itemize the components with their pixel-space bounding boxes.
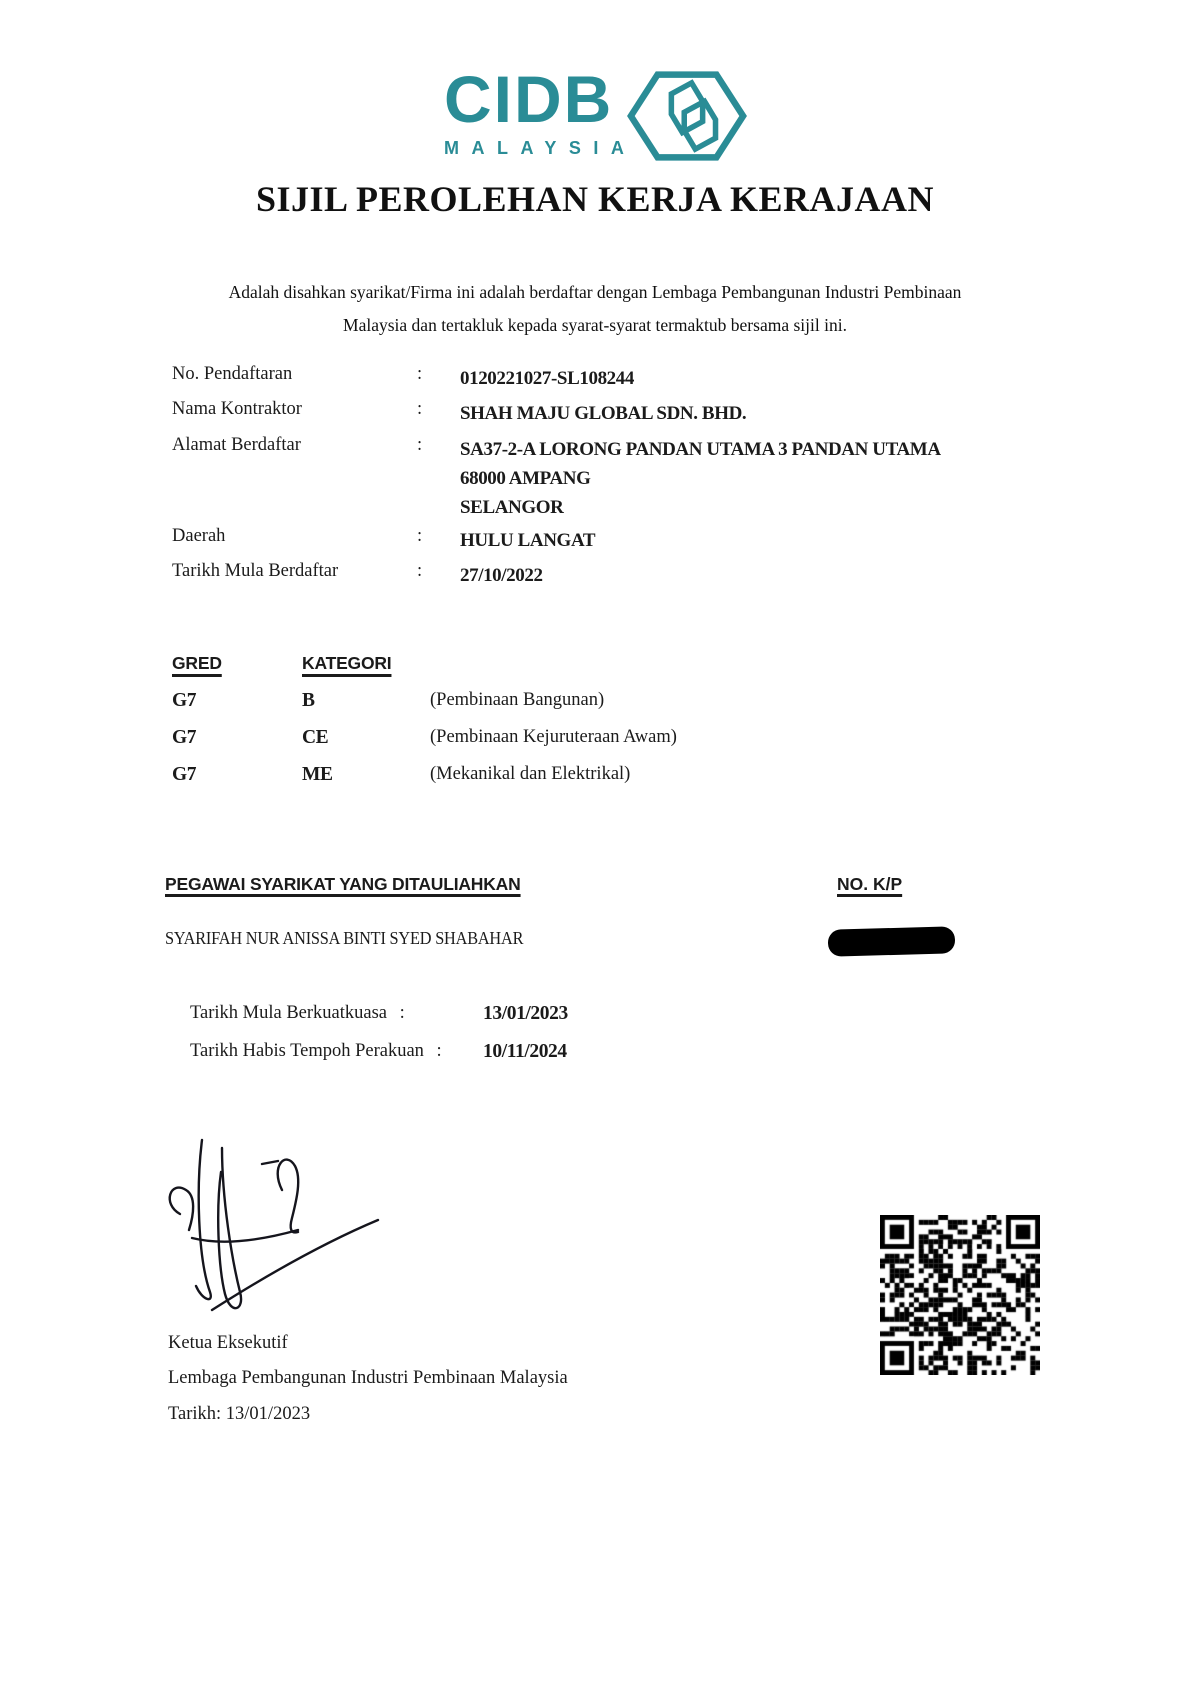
cidb-logo xyxy=(444,62,637,159)
detail-row-registration-start-date xyxy=(172,561,543,590)
colon: : xyxy=(399,1003,405,1023)
cidb-hexagon-icon xyxy=(626,70,748,162)
address-line-3: SELANGOR xyxy=(460,497,564,518)
organization-name: Lembaga Pembangunan Industri Pembinaan Malaysia xyxy=(168,1368,568,1388)
intro-line-1: Adalah disahkan syarikat/Firma ini adalah berdaftar dengan Lembaga Pembangunan Industri Pembinaan xyxy=(228,282,962,302)
effective-date-value: 13/01/2023 xyxy=(483,1003,568,1024)
category-description: (Mekanikal dan Elektrikal) xyxy=(430,764,631,784)
cidb-brand-text: CIDB xyxy=(444,62,614,136)
intro-paragraph xyxy=(95,276,1095,342)
registration-number-value: 0120221027-SL108244 xyxy=(460,368,634,389)
detail-label: No. Pendaftaran xyxy=(172,364,293,384)
effective-date-row xyxy=(190,1003,568,1024)
detail-label: Alamat Berdaftar xyxy=(172,435,301,455)
cidb-country-text: MALAYSIA xyxy=(444,138,637,158)
expiry-date-row xyxy=(190,1041,567,1062)
ic-number-header: NO. K/P xyxy=(837,874,903,894)
detail-label: Daerah xyxy=(172,526,226,546)
cidb-logo-text xyxy=(444,62,637,159)
expiry-date-label: Tarikh Habis Tempoh Perakuan xyxy=(190,1041,429,1061)
contractor-name-value: SHAH MAJU GLOBAL SDN. BHD. xyxy=(460,403,747,424)
grade-value: G7 xyxy=(172,764,197,785)
grade-value: G7 xyxy=(172,727,197,748)
detail-colon: : xyxy=(417,364,423,384)
detail-row-contractor-name xyxy=(172,399,746,428)
grade-value: G7 xyxy=(172,690,197,711)
district-value: HULU LANGAT xyxy=(460,530,596,551)
qr-code xyxy=(880,1215,1040,1375)
intro-line-2: Malaysia dan tertakluk kepada syarat-syarat termaktub bersama sijil ini. xyxy=(343,315,847,335)
signature-image xyxy=(150,1072,390,1322)
category-code: B xyxy=(302,690,315,711)
detail-row-registration-number xyxy=(172,364,634,393)
detail-label: Nama Kontraktor xyxy=(172,399,302,419)
detail-label: Tarikh Mula Berdaftar xyxy=(172,561,339,581)
ic-number-redaction-box xyxy=(828,926,956,957)
detail-row-registered-address xyxy=(172,435,941,522)
category-code: ME xyxy=(302,764,333,785)
authorized-officer-header: PEGAWAI SYARIKAT YANG DITAULIAHKAN xyxy=(165,874,521,894)
effective-date-label: Tarikh Mula Berkuatkuasa xyxy=(190,1003,392,1023)
issue-date: Tarikh: 13/01/2023 xyxy=(168,1404,311,1424)
grade-column-header: GRED xyxy=(172,653,222,673)
category-code: CE xyxy=(302,727,329,748)
colon: : xyxy=(436,1041,442,1061)
authorized-officer-name: SYARIFAH NUR ANISSA BINTI SYED SHABAHAR xyxy=(165,928,524,948)
address-line-1: SA37-2-A LORONG PANDAN UTAMA 3 PANDAN UTAMA xyxy=(460,439,941,460)
expiry-date-value: 10/11/2024 xyxy=(483,1041,567,1062)
detail-colon: : xyxy=(417,561,423,581)
detail-colon: : xyxy=(417,399,423,419)
detail-row-district xyxy=(172,526,595,555)
signatory-title: Ketua Eksekutif xyxy=(168,1333,288,1353)
registration-start-date-value: 27/10/2022 xyxy=(460,565,543,586)
certificate-title: SIJIL PEROLEHAN KERJA KERAJAAN xyxy=(255,179,935,219)
detail-colon: : xyxy=(417,435,423,455)
address-line-2: 68000 AMPANG xyxy=(460,468,591,489)
category-description: (Pembinaan Kejuruteraan Awam) xyxy=(430,727,677,747)
category-column-header: KATEGORI xyxy=(302,653,392,673)
detail-colon: : xyxy=(417,526,423,546)
registered-address-value xyxy=(460,435,941,522)
category-description: (Pembinaan Bangunan) xyxy=(430,690,605,710)
